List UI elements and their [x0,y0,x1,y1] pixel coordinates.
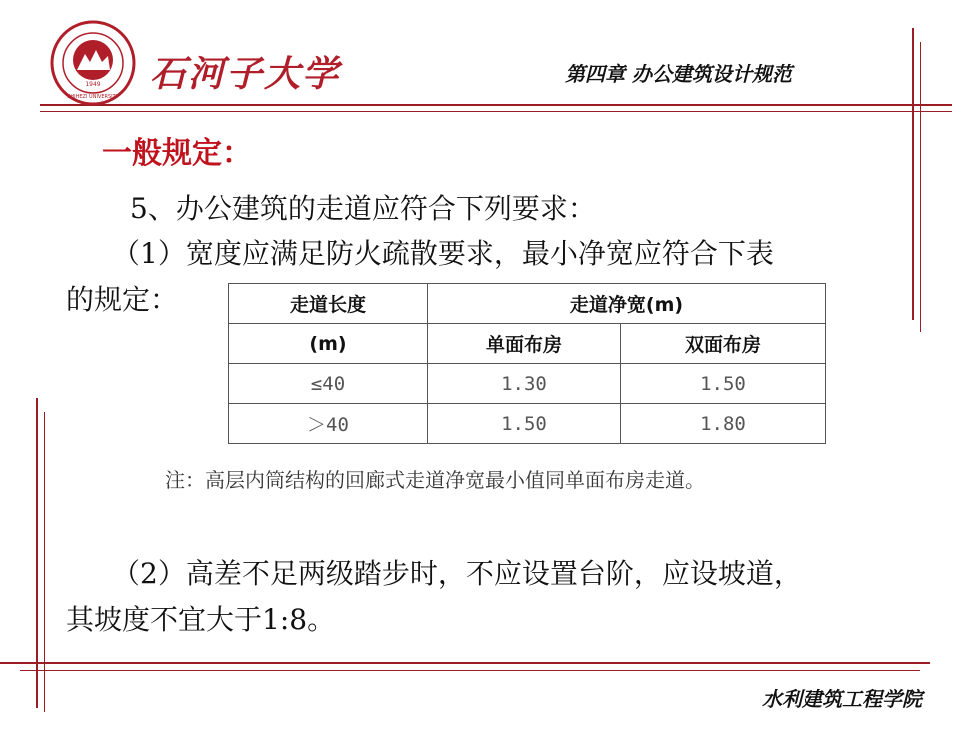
item-1-line1: （1）宽度应满足防火疏散要求，最小净宽应符合下表 [112,237,774,270]
table-cell: 1.50 [428,404,621,444]
table-note: 注：高层内筒结构的回廊式走道净宽最小值同单面布房走道。 [165,468,705,492]
frame-vertical-right-a [912,28,914,320]
header-rule-bottom [40,111,952,112]
header-double-side: 双面布房 [621,324,826,364]
school-name: 石河子大学 [150,53,341,95]
item-5-text: 5、办公建筑的走道应符合下列要求： [130,192,596,225]
header-single-side: 单面布房 [428,324,621,364]
frame-vertical-right-b [920,42,921,332]
frame-vertical-left-b [44,412,45,712]
table-cell: ≤40 [229,364,428,404]
table-subheader-row [229,324,826,364]
header-corridor-length: 走道长度 [229,284,428,324]
svg-text:1949: 1949 [85,81,101,88]
item-2-line1: （2）高差不足两级踏步时，不应设置台阶，应设坡道， [112,557,802,590]
item-2-line2: 其坡度不宜大于1:8。 [66,603,336,636]
table-cell: 1.30 [428,364,621,404]
table-row [229,364,826,404]
table-cell: ＞40 [229,404,428,444]
table-cell: 1.80 [621,404,826,444]
svg-text:SHIHEZI UNIVERSITY: SHIHEZI UNIVERSITY [67,94,119,100]
corridor-width-table [228,283,826,444]
footer-rule-top [0,662,930,664]
item-1-line2: 的规定： [66,283,179,316]
header-corridor-width: 走道净宽(m) [428,284,826,324]
footer-rule-bottom [20,670,920,671]
table-row [229,404,826,444]
header-rule-top [40,104,952,106]
table-cell: 1.50 [621,364,826,404]
university-logo [50,20,136,106]
chapter-title: 第四章 办公建筑设计规范 [565,62,792,86]
section-heading: 一般规定： [102,136,252,171]
table-header-row [229,284,826,324]
footer-college: 水利建筑工程学院 [762,687,922,711]
header-unit: (m) [229,324,428,364]
